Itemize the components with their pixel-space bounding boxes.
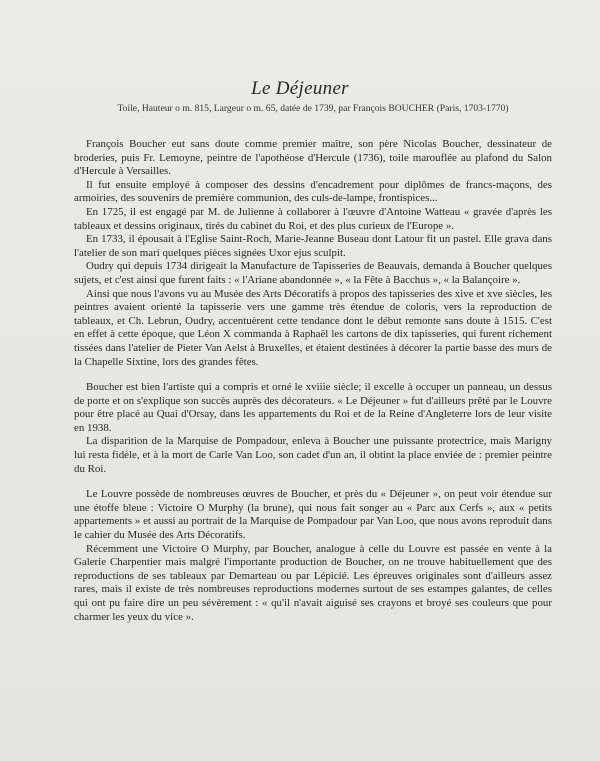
paragraph: Le Louvre possède de nombreuses œuvres de Boucher, et près du « Déjeuner », on peut voir étendue sur une étoffe bleue : Victoire O Murphy (la brune), qui nous fait songer au « Parc aux Cerfs », aux « petits appartements » et aussi au portrait de la Marquise de Pompadour par Van Loo, que nous avons reproduit dans le cahier du Musée des Arts Décoratifs. <box>74 488 552 542</box>
paragraph: Récemment une Victoire O Murphy, par Boucher, analogue à celle du Louvre est passée en vente à la Galerie Charpentier mais malgré l'importante production de Boucher, on ne trouve habituellement que des reproductions de ses tableaux par Demarteau ou par Lépicié. Les épreuves originales sont d'ailleurs assez rares, mais il existe de très nombreuses reproductions modernes surtout de ses estampes galantes, de celles qui ont pu faire dire un peu sévèrement : « qu'il n'avait aiguisé ses crayons et broyé ses couleurs que pour charmer les yeux du vice ». <box>74 542 552 623</box>
paragraph: Boucher est bien l'artiste qui a compris et orné le xviiie siècle; il excelle à occuper un panneau, un dessus de porte et on s'explique son succès auprès des décorateurs. « Le Déjeuner » fut d'ailleurs prêté par le Louvre pour être placé au Quai d'Orsay, dans les appartements du Roi et de la Reine d'Angleterre lors de leur visite en 1938. <box>74 381 552 434</box>
document-body <box>74 138 552 624</box>
paragraph: Il fut ensuite employé à composer des dessins d'encadrement pour diplômes de francs-maçons, des armoiries, des souvenirs de première communion, des culs-de-lampe, frontispices... <box>74 178 552 205</box>
paragraph: Ainsi que nous l'avons vu au Musée des Arts Décoratifs à propos des tapisseries des xive et xve siècles, les peintres avaient orienté la tapisserie vers une gamme très étendue de coloris, vers la reproduction de tableaux, et Ch. Lebrun, Oudry, accentuèrent cette tendance dont le début remonte sans doute à 1515. C'est en effet à cette époque, que Léon X commanda à Raphaël les cartons de dix tapisseries, qui furent richement tissées dans l'atelier de Pieter Van Aelst à Bruxelles, et étaient destinées à décorer la partie basse des murs de la Chapelle Sixtine, lors des grandes fêtes. <box>74 287 552 368</box>
paragraph: En 1733, il épousait à l'Eglise Saint-Roch, Marie-Jeanne Buseau dont Latour fit un pastel. Elle grava dans l'atelier de son mari quelques pièces signées Uxor ejus sculpit. <box>74 233 552 259</box>
document-title: Le Déjeuner <box>251 78 349 99</box>
document-subtitle: Toile, Hauteur o m. 815, Largeur o m. 65, datée de 1739, par François BOUCHER (Paris, 1703-1770) <box>117 103 509 114</box>
paragraph: François Boucher eut sans doute comme premier maître, son père Nicolas Boucher, dessinateur de broderies, puis Fr. Lemoyne, peintre de l'apothéose d'Hercule (1736), toile marouflée au plafond du Salon d'Hercule à Versailles. <box>74 138 552 178</box>
paragraph: En 1725, il est engagé par M. de Julienne à collaborer à l'œuvre d'Antoine Watteau « gravée d'après les tableaux et dessins originaux, tirés du cabinet du Roi, et des plus curieux de l'Europe ». <box>74 205 552 232</box>
paragraph: La disparition de la Marquise de Pompadour, enleva à Boucher une puissante protectrice, mais Marigny lui resta fidèle, et à la mort de Carle Van Loo, son cadet d'un an, il obtint la place enviée de : premier peintre du Roi. <box>74 435 552 475</box>
paragraph: Oudry qui depuis 1734 dirigeait la Manufacture de Tapisseries de Beauvais, demanda à Boucher quelques sujets, et c'est ainsi que furent faits : « l'Ariane abandonnée », « la Fête à Bacchus », « la Balançoire ». <box>74 260 552 286</box>
